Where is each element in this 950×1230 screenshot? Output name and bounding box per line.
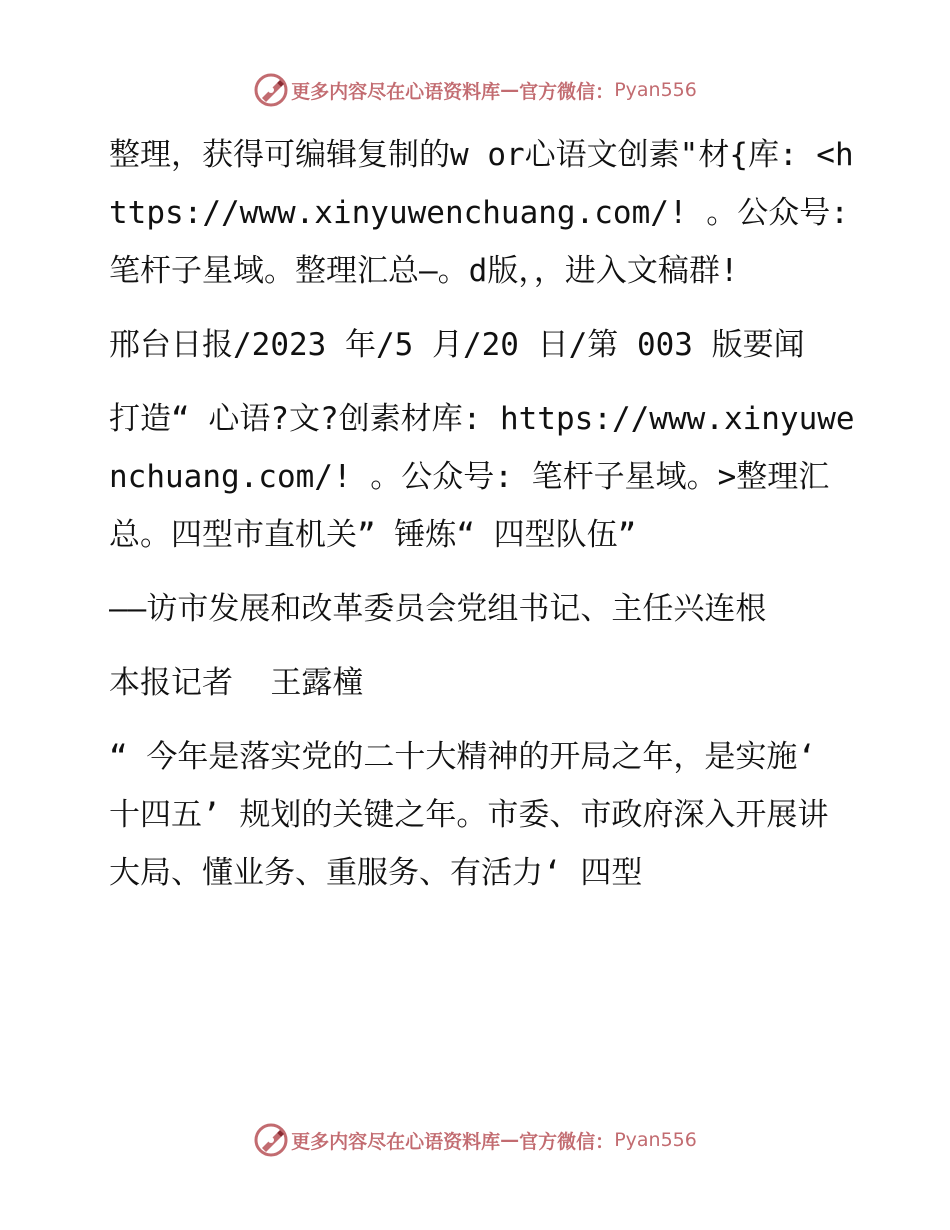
header-watermark (0, 70, 950, 110)
body-paragraph: “ 今年是落实党的二十大精神的开局之年，是实施‘ 十四五’ 规划的关键之年。市委、市政府深入开展讲大局、懂业务、重服务、有活力‘ 四型 (109, 739, 835, 891)
watermark-dash: — (500, 79, 520, 101)
document-body (95, 126, 868, 918)
watermark-wechat-label: 官方微信： (519, 80, 615, 103)
watermark-wechat-label: 官方微信： (519, 1130, 615, 1153)
reporter-name: 王露橦 (270, 665, 364, 701)
article-subtitle: ——访市发展和改革委员会党组书记、主任兴连根 (109, 591, 767, 627)
watermark-wechat-id: Pyan556 (614, 79, 697, 101)
watermark-brand: 更多内容尽在心语资料库 (291, 80, 501, 103)
intro-paragraph: 整理，获得可编辑复制的w or心语文创素"材{库: <https://www.xinyuwenchuang.com/! 。公众号: 笔杆子星域。整理汇总—。d版，，进入文稿群! (109, 137, 868, 289)
pen-logo-icon (253, 72, 289, 108)
article-headline: 打造“ 心语?文?创素材库: https://www.xinyuwenchuang.com/! 。公众号: 笔杆子星域。>整理汇总。四型市直机关” 锤炼“ 四型队伍” (109, 401, 855, 553)
watermark-brand: 更多内容尽在心语资料库 (291, 1130, 501, 1153)
reporter-label: 本报记者 (109, 665, 271, 701)
watermark-dash: — (500, 1129, 520, 1151)
reporter-byline (95, 654, 855, 712)
pen-logo-icon (253, 1122, 289, 1158)
dateline: 邢台日报/2023 年/5 月/20 日/第 003 版要闻 (109, 327, 805, 363)
watermark-wechat-id: Pyan556 (614, 1129, 697, 1151)
footer-watermark (0, 1120, 950, 1160)
